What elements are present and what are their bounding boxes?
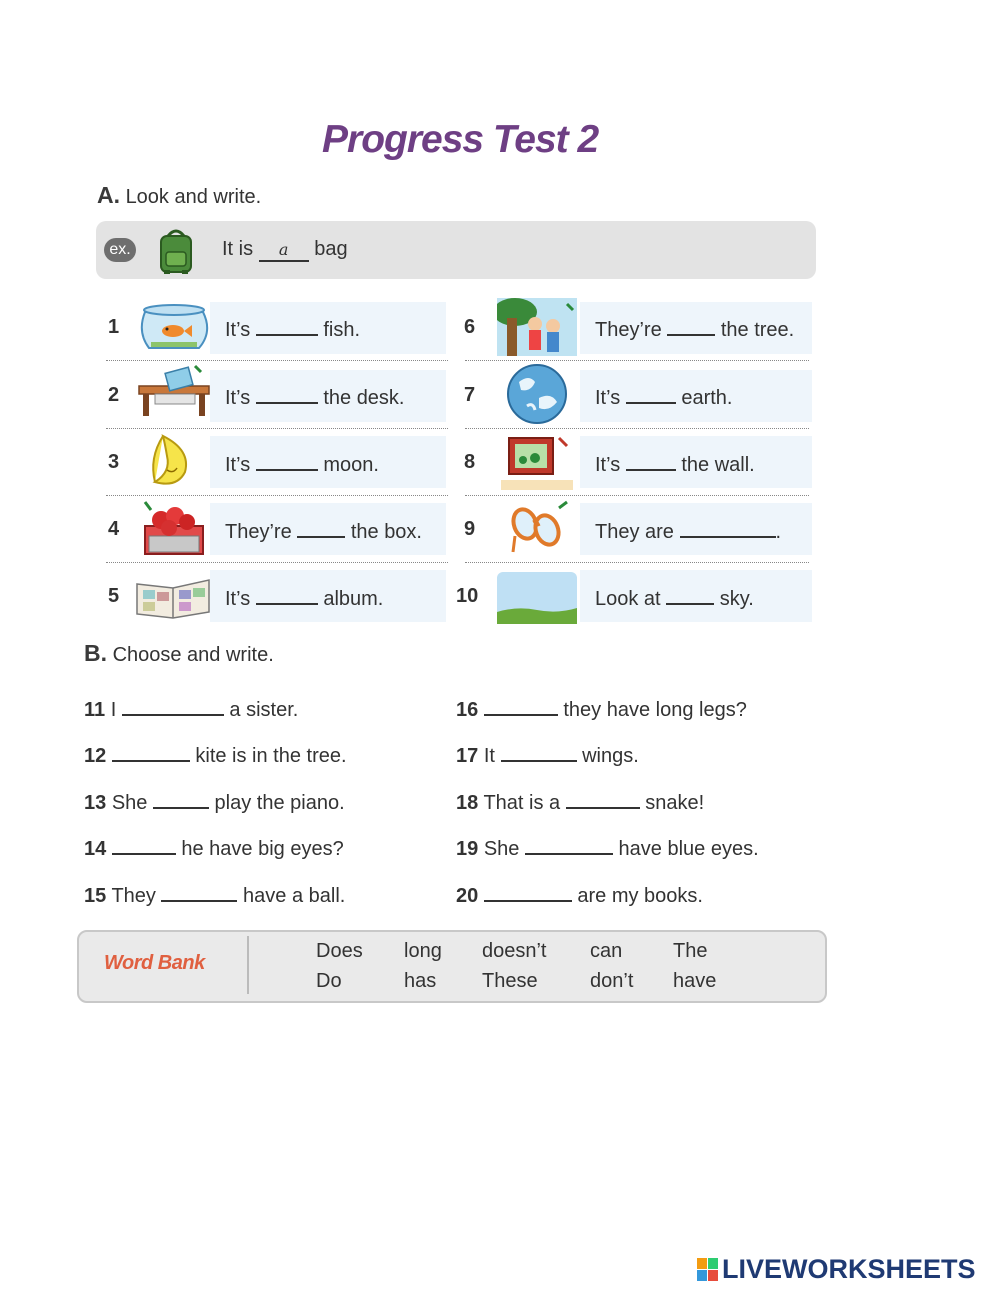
fishbowl-icon [137, 298, 213, 356]
separator [465, 495, 809, 496]
word-bank-word: Does [316, 940, 363, 962]
example-bar [96, 221, 816, 279]
item-number: 3 [108, 451, 120, 473]
word-bank-word: long [404, 940, 442, 962]
example-answer: a [259, 242, 309, 262]
item-3-sentence [225, 451, 379, 477]
answer-blank[interactable] [484, 882, 572, 902]
picture-on-wall-icon [501, 432, 573, 492]
item-text-before: Look at [595, 588, 661, 610]
item-number: 2 [108, 384, 120, 406]
item-number: 6 [464, 316, 476, 338]
answer-blank[interactable] [256, 585, 318, 605]
children-by-tree-icon [497, 298, 577, 356]
item-number: 20 [456, 885, 479, 907]
item-text-after: the box. [350, 521, 422, 543]
item-text-before: It’s [595, 454, 621, 476]
word-bank-word: The [673, 940, 708, 962]
section-b-heading [84, 640, 274, 667]
earth-icon [505, 362, 569, 426]
separator [106, 562, 448, 563]
item-text-before: They are [595, 521, 674, 543]
section-b-letter: B. [84, 640, 107, 666]
item-text-after: they have long legs? [563, 699, 747, 721]
box-of-apples-icon [139, 498, 209, 560]
item-10-sentence [595, 585, 754, 611]
item-number: 10 [456, 585, 479, 607]
item-text-after: the wall. [681, 454, 755, 476]
item-text-after: . [775, 521, 782, 543]
page-title: Progress Test 2 [322, 118, 599, 161]
item-number: 13 [84, 792, 107, 814]
answer-blank[interactable] [680, 518, 776, 538]
answer-blank[interactable] [112, 742, 190, 762]
item-14 [84, 835, 344, 861]
example-sentence [222, 238, 348, 262]
section-b-label: Choose and write. [112, 644, 274, 666]
liveworksheets-logo-icon [697, 1258, 719, 1282]
item-number: 7 [464, 384, 476, 406]
answer-blank[interactable] [122, 696, 224, 716]
answer-blank[interactable] [256, 384, 318, 404]
word-bank-word: has [404, 970, 437, 992]
item-text-after: moon. [323, 454, 379, 476]
answer-blank[interactable] [525, 835, 613, 855]
separator [106, 428, 448, 429]
item-20 [456, 882, 703, 908]
backpack-icon [155, 226, 197, 276]
item-text-before: It’s [225, 588, 251, 610]
example-text-before: It is [222, 238, 254, 260]
separator [465, 428, 809, 429]
answer-blank[interactable] [256, 316, 318, 336]
item-text-after: sky. [719, 588, 754, 610]
item-text-after: a sister. [229, 699, 299, 721]
answer-blank[interactable] [667, 316, 715, 336]
item-19 [456, 835, 759, 861]
word-bank-word: Do [316, 970, 342, 992]
answer-blank[interactable] [626, 384, 676, 404]
item-number: 5 [108, 585, 120, 607]
section-a-heading [97, 182, 261, 209]
word-bank-word: doesn’t [482, 940, 547, 962]
item-text-after: he have big eyes? [181, 838, 344, 860]
item-13 [84, 789, 345, 815]
item-1-sentence [225, 316, 360, 342]
item-number: 4 [108, 518, 120, 540]
item-text-before: I [110, 699, 117, 721]
item-text-before: It’s [225, 319, 251, 341]
item-9-sentence [595, 518, 781, 544]
example-text-after: bag [314, 238, 348, 260]
item-4-sentence [225, 518, 422, 544]
item-text-before: She [483, 838, 520, 860]
section-a-label: Look and write. [125, 186, 262, 208]
separator [465, 562, 809, 563]
item-number: 19 [456, 838, 479, 860]
answer-blank[interactable] [297, 518, 345, 538]
item-number: 14 [84, 838, 107, 860]
item-7-sentence [595, 384, 732, 410]
word-bank-word: These [482, 970, 538, 992]
item-16 [456, 696, 747, 722]
item-text-before: It’s [595, 387, 621, 409]
item-text-after: earth. [681, 387, 733, 409]
answer-blank[interactable] [161, 882, 237, 902]
item-text-after: the desk. [323, 387, 405, 409]
answer-blank[interactable] [501, 742, 577, 762]
item-text-after: fish. [323, 319, 361, 341]
separator [106, 495, 448, 496]
album-icon [133, 574, 213, 620]
answer-blank[interactable] [112, 835, 176, 855]
item-text-before: They’re [595, 319, 662, 341]
item-number: 16 [456, 699, 479, 721]
example-badge: ex. [104, 238, 136, 262]
item-number: 9 [464, 518, 476, 540]
answer-blank[interactable] [626, 451, 676, 471]
item-2-sentence [225, 384, 405, 410]
item-text-before: It [483, 745, 495, 767]
item-text-after: kite is in the tree. [195, 745, 347, 767]
item-text-after: have a ball. [243, 885, 346, 907]
item-text-before: They’re [225, 521, 292, 543]
item-text-before: It’s [225, 387, 251, 409]
item-text-after: are my books. [577, 885, 703, 907]
item-text-after: have blue eyes. [618, 838, 759, 860]
item-text-before: She [111, 792, 148, 814]
item-number: 12 [84, 745, 107, 767]
item-text-after: snake! [645, 792, 705, 814]
item-number: 8 [464, 451, 476, 473]
answer-blank[interactable] [484, 696, 558, 716]
word-bank-label: Word Bank [104, 952, 205, 974]
word-bank-word: can [590, 940, 623, 962]
word-bank-divider [247, 936, 249, 994]
answer-blank[interactable] [256, 451, 318, 471]
item-text-after: album. [323, 588, 384, 610]
item-18 [456, 789, 704, 815]
glasses-icon [507, 500, 571, 558]
section-a-letter: A. [97, 182, 120, 208]
word-bank-word: have [673, 970, 717, 992]
item-text-before: They [111, 885, 156, 907]
item-text-before: It’s [225, 454, 251, 476]
item-11 [84, 696, 298, 722]
moon-icon [145, 432, 195, 490]
separator [465, 360, 809, 361]
item-text-after: the tree. [720, 319, 795, 341]
item-number: 18 [456, 792, 479, 814]
item-5-sentence [225, 585, 383, 611]
desk-icon [135, 364, 213, 418]
item-number: 15 [84, 885, 107, 907]
item-8-sentence [595, 451, 755, 477]
item-text-before: That is a [483, 792, 561, 814]
item-text-after: wings. [582, 745, 639, 767]
item-6-sentence [595, 316, 794, 342]
item-17 [456, 742, 639, 768]
item-15 [84, 882, 345, 908]
answer-blank[interactable] [153, 789, 209, 809]
item-12 [84, 742, 347, 768]
answer-blank[interactable] [666, 585, 714, 605]
item-number: 17 [456, 745, 479, 767]
item-number: 1 [108, 316, 120, 338]
answer-blank[interactable] [566, 789, 640, 809]
item-number: 11 [84, 699, 106, 721]
separator [106, 360, 448, 361]
liveworksheets-logo-text[interactable]: LIVEWORKSHEETS [722, 1254, 976, 1284]
word-bank-word: don’t [590, 970, 634, 992]
item-text-after: play the piano. [214, 792, 345, 814]
sky-icon [497, 572, 577, 624]
